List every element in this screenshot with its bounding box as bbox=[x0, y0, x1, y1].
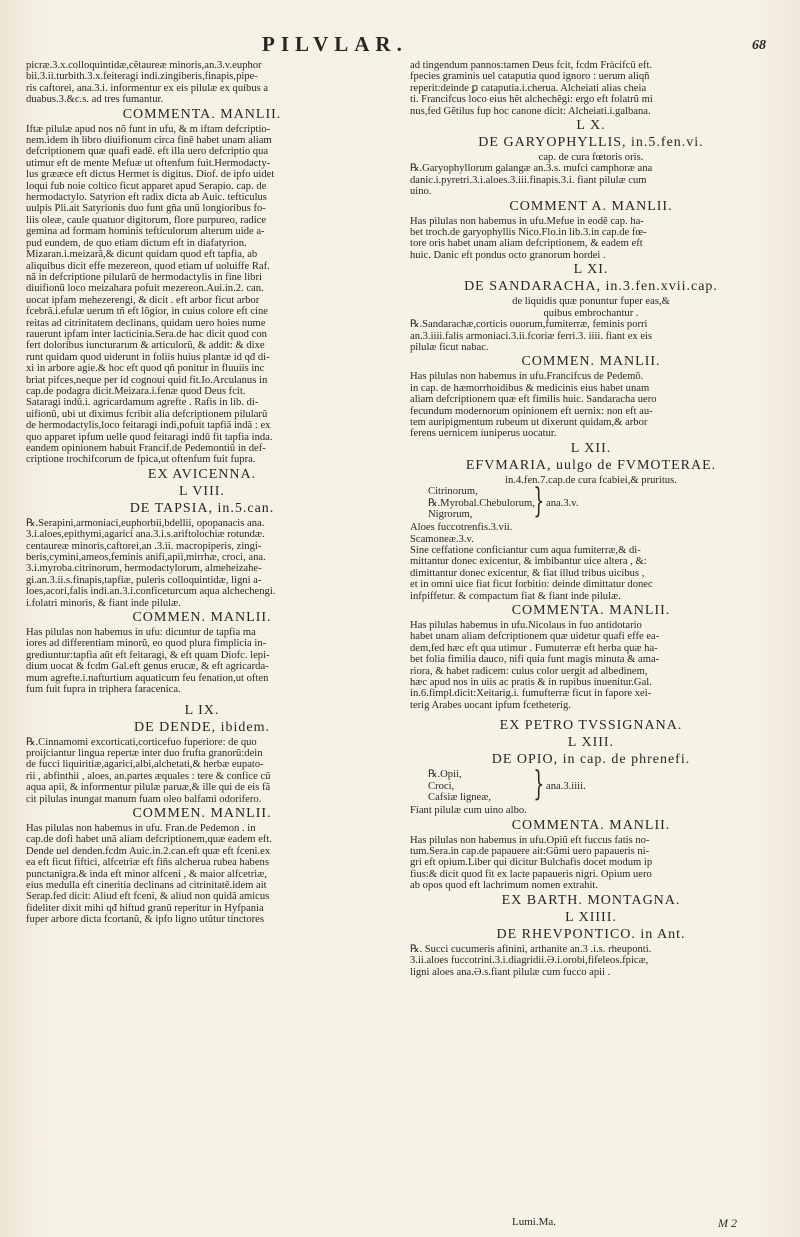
text-line: lus grææce eft dictus Hermet is digitus. Diof. de ipfo uidet bbox=[26, 169, 275, 181]
text-line: loes,acori,falis indi.an.3.i.conficeturcum aqua alchechengi. bbox=[26, 586, 276, 598]
text-line: dem,fed hæc eft qua utimur . Fumuterræ eft herba quæ ha- bbox=[410, 642, 658, 654]
text-line: fcebrã.i.efulæ uerum tñ eft lõgior, in cuius colore eft cine bbox=[26, 306, 268, 318]
text-line: gi.an.3.ii.s.finapis,tapfiæ, puleris colloquintidæ, ligni a- bbox=[26, 574, 262, 586]
text-line: punctanigra.& inda eft minor alfceni , & maior alfcetriæ, bbox=[26, 868, 267, 880]
text-line: Sataragi indũ.i. agricardamum agrefte . Rafis in lib. di- bbox=[26, 397, 259, 409]
text-line: ℞.Sandarachæ,corticis ouorum,fumiterræ, feminis porri bbox=[410, 319, 648, 331]
text-line: tore oris habet unam aliam defcriptionem, & eadem eft bbox=[410, 238, 643, 250]
text-line: eius medulla eft cineritia declinans ad citrinitatẽ.idem ait bbox=[26, 879, 267, 891]
text-line: rii , abfinthii , aloes, an.partes æquales : tere & confice cũ bbox=[26, 770, 271, 782]
section-heading: COMMEN. MANLII. bbox=[521, 354, 661, 370]
brace-items bbox=[428, 769, 491, 804]
section-heading: COMMENTA. MANLII. bbox=[122, 106, 282, 122]
text-line: cap.de dofi habet unã aliam defcriptionem,quæ eadem eft. bbox=[26, 834, 272, 846]
text-line: an.3.iiii.falis armoniaci.3.ii.fcoriæ ferri.3. iiii. fiant ex eis bbox=[410, 330, 653, 342]
text-line: ab opos quod eft lachrimum nomen extrahit. bbox=[410, 880, 598, 892]
section-subheading: de liquidis quæ ponuntur fuper eas,& bbox=[512, 296, 670, 308]
text-line: pilulæ ficut nabac. bbox=[410, 341, 489, 353]
text-line: briat pifces,neque per id cognoui quid fit.Io.Arculanus in bbox=[26, 374, 268, 386]
text-line: cap.de podagra dicit.Meizara.i.fenæ quod Deus fcit. bbox=[26, 385, 246, 397]
text-line: ℞. Succi cucumeris afinini, arthanite an.3 .i.s. rheuponti. bbox=[410, 943, 652, 955]
text-line: picræ.3.x.colloquintidæ,cẽtaureæ minoris,an.3.v.euphor bbox=[26, 60, 262, 71]
text-line: Has pilulas non habemus in ufu.Francifcus de Pedemõ. bbox=[410, 371, 644, 383]
text-line: Mizaran.i.meizarã,& dicunt quidam quod eft tapfia, ab bbox=[26, 249, 258, 261]
text-line: Aloes fuccotrenfis.3.vii. bbox=[410, 522, 513, 534]
text-line: beris,cymini,ameos,feminis anifi,apii,mirrhæ, croci, ana. bbox=[26, 552, 266, 564]
text-line: liis oleæ, caule quatuor digitorum, flore purpureo, radice bbox=[26, 214, 267, 226]
text-line: 3.ii.aloes fuccotrini.3.i.diagridii.Ə.i.orobi,fifeleos.fpicæ, bbox=[410, 955, 649, 967]
dose-label: ana.3.v. bbox=[546, 498, 579, 510]
section-heading: L XIIII. bbox=[565, 909, 617, 925]
left-column bbox=[26, 60, 378, 1210]
spacer bbox=[410, 711, 772, 717]
text-line: huic. Danic eft pondus octo granorum hordei . bbox=[410, 249, 606, 261]
text-line: hermodactylo. Satyrion eft radix dicta ab Auic. tefticulus bbox=[26, 192, 267, 204]
running-title: PILVLAR. bbox=[262, 32, 408, 56]
text-line: aliam defcriptionem quæ eft fimilis huic. Sandaracha uero bbox=[410, 394, 657, 406]
signature-mark: M 2 bbox=[718, 1216, 737, 1230]
text-line: tem auripigmentum rubeum ut dixerunt quidam,& arbor bbox=[410, 416, 648, 428]
text-line: ℞.Garyophyllorum galangæ an.3.s. mufci camphoræ ana bbox=[410, 163, 653, 175]
text-line: danic.i.pyretri.3.i.aloes.3.iii.finapis.3.i. fiant pilulæ cum bbox=[410, 174, 647, 186]
section-heading: DE OPIO, in cap. de phrenefi. bbox=[491, 752, 691, 768]
text-line: uifionũ, ubi ut diximus fcribit alia defcriptionem pilularũ bbox=[26, 408, 268, 420]
text-line: uulpis Pli.ait Satyrionis duo funt gña unũ longioribus fo- bbox=[26, 203, 266, 215]
text-line: ad tingendum pannos:tamen Deus fcit, fcdm Fràcifcũ eft. bbox=[410, 60, 653, 71]
recipe-brace-group bbox=[410, 481, 772, 522]
section-heading: L X. bbox=[576, 118, 606, 134]
text-line: centaureæ minoris,caftorei,an .3.ii. macropiperis, zingi- bbox=[26, 540, 262, 552]
text-line: ferens uernicem iuniperus uocatur. bbox=[410, 428, 557, 440]
ingredient-line: Nigrorum, bbox=[428, 509, 473, 521]
text-line: fert doloribus iuncturarum & articulorũ, & addit: & dixe bbox=[26, 340, 265, 352]
section-subheading: cap. de cura fœtoris oris. bbox=[538, 152, 644, 164]
text-line: nã in defcriptione pilularũ de hermodactylis in fine libri bbox=[26, 271, 262, 283]
text-line: grediuntur:tapfia aũt eft feitaragi, & eft quam Diofc. lepi- bbox=[26, 649, 270, 661]
text-line: xi in arbore agie.& hoc eft quod qñ ponitur in fluuiis inc bbox=[26, 363, 265, 375]
text-line: mittantur donec exicentur, & imbibantur uice altera , &: bbox=[410, 556, 647, 568]
text-line: nus,fed Gẽtilus fup hoc canone dicit: Alcheiati.i.galbana. bbox=[410, 105, 651, 117]
text-line: uino. bbox=[410, 186, 432, 198]
text-line: tum.Sera.in cap.de papauere ait:Gũmi uero papaueris ni- bbox=[410, 846, 650, 858]
text-line: duabus.3.&c.s. ad tres fumantur. bbox=[26, 94, 164, 106]
text-line: fideliter dixit mihi qđ hiftud granũ reperitur in Hyfpania bbox=[26, 902, 264, 914]
text-line: Has pilulas non habemus in ufu.Opiũ eft fuccus fatis no- bbox=[410, 834, 650, 846]
text-line: ti. Francifcus loco eius hẽt alchechẽgi: ergo eft folatrũ mi bbox=[410, 94, 653, 106]
text-line: de hermodactylis,loco feitaragi indi,pofuit tapfiã indã : ex bbox=[26, 420, 271, 432]
text-line: diuifionũ loco meizahara pofuit mezereon.Aui.in.2. can. bbox=[26, 283, 264, 295]
text-line: fpecies graminis uel cataputia quod ignoro : uerum aliqñ bbox=[410, 71, 650, 83]
text-line: fecundum modernorum opinionem eft uernix: non eft au- bbox=[410, 405, 653, 417]
section-heading: COMMEN. MANLII. bbox=[132, 805, 272, 821]
text-line: nem.idem ih libro diuifionum circa finẽ habet unam aliam bbox=[26, 135, 272, 147]
section-heading: COMMENTA. MANLII. bbox=[511, 817, 671, 833]
text-line: criptione trochifcorum de fpica,ut oftenfum fuit fupra. bbox=[26, 454, 256, 466]
section-heading: COMMENT A. MANLII. bbox=[509, 198, 673, 214]
text-line: mum agrefte.i.nafturtium aquaticum feu fenation,ut often bbox=[26, 672, 269, 684]
text-line: Has pilulas non habemus in ufu: dicuntur de tapfia ma bbox=[26, 627, 256, 639]
section-heading: DE RHEVPONTICO. in Ant. bbox=[496, 926, 686, 942]
text-line: uocat ipfam mehezerengi, & dicit . eft arbor ficut arbor bbox=[26, 294, 260, 306]
text-line: fuper arbore dicta fcortanũ, & ipfo ligno utũtur tinctores bbox=[26, 914, 264, 926]
text-line: Fiant pilulæ cum uino albo. bbox=[410, 805, 527, 817]
text-line: hæc apud nos in uiis ac pratis & in rupibus inuenitur.Gal. bbox=[410, 677, 652, 689]
section-heading: L XI. bbox=[573, 262, 609, 278]
section-heading: EX BARTH. MONTAGNA. bbox=[501, 892, 681, 908]
text-line: gri eft opium.Liber qui dicitur Bulchafis docet modum ip bbox=[410, 857, 653, 869]
text-line: in cap. de hæmorrhoidibus & medicinis eius habet unam bbox=[410, 382, 650, 394]
text-line: i.folatri minoris, & fiant inde pilulæ. bbox=[26, 597, 181, 609]
catchword-signature: Lumi.Ma. bbox=[512, 1216, 556, 1228]
section-heading: L XII. bbox=[570, 440, 612, 456]
section-subheading: quibus embrochantur . bbox=[543, 307, 639, 319]
text-line: terig Arabes uocant ipfum fcetheterig. bbox=[410, 699, 571, 711]
text-line: fum fuit fupra in triphera faracenica. bbox=[26, 684, 181, 696]
text-line: ℞.Cinnamomi excorticati,corticefuo fuperiore: de quo bbox=[26, 736, 257, 748]
text-line: bet troch.de garyophyllis Nico.Flo.in lib.3.in cap.de fœ- bbox=[410, 227, 647, 239]
brace-glyph: } bbox=[533, 481, 545, 522]
text-line: bii.3.ii.turbith.3.x.feiteragi indi.zingiberis,finapis,pipe- bbox=[26, 71, 258, 83]
spacer bbox=[26, 696, 378, 702]
text-line: iores ad differentiam minorũ, eo quod plura fimplicia in- bbox=[26, 638, 267, 650]
text-line: ea eft ficut fiftici, alfcetriæ eft fiñs alcherua rubea habens bbox=[26, 857, 269, 869]
section-heading: L IX. bbox=[184, 702, 220, 718]
text-line: Sine ceffatione conficiantur cum aqua fumiterræ,& di- bbox=[410, 544, 641, 556]
brace-items bbox=[428, 486, 535, 521]
text-line: dimittantur donec exicentur, & fiat illud tribus uicibus , bbox=[410, 567, 645, 579]
text-line: reitas ad citrinitatem declinans, quidam uero hoies nume bbox=[26, 317, 266, 329]
section-heading: L XIII. bbox=[567, 735, 615, 751]
text-line: et in omni uice fiat ficut forbitio: deinde dimittatur donec bbox=[410, 579, 653, 591]
page-number: 68 bbox=[752, 38, 766, 53]
text-line: Has pilulas non habemus in ufu.Mefue in eodẽ cap. ha- bbox=[410, 215, 644, 227]
text-line: runt quidam quod uiderunt in foliis huius plantæ id qđ di- bbox=[26, 351, 270, 363]
text-line: gemina ad formam hominis tefticulorum alterum uide a- bbox=[26, 226, 265, 238]
section-subheading: in.4.fen.7.cap.de cura fcabiei,& pruritus. bbox=[505, 474, 677, 486]
ingredient-line: ℞.Opii, bbox=[428, 769, 462, 781]
text-line: infpiffetur. & compactum fiat & fiant inde pilulæ. bbox=[410, 590, 621, 602]
text-line: Has pilulas habemus in ufu.Nicolaus in fuo antidotario bbox=[410, 620, 642, 631]
text-line: pud eundem, de quo etiam dictum eft in diafatyrion. bbox=[26, 237, 247, 249]
ingredient-line: Cafsiæ ligneæ, bbox=[428, 792, 491, 804]
section-heading: DE SANDARACHA, in.3.fen.xvii.cap. bbox=[464, 279, 718, 295]
section-heading: DE DENDE, ibidem. bbox=[134, 719, 270, 735]
text-line: cit pilulas inungat manum fuam oleo balfami odorifero. bbox=[26, 793, 262, 805]
text-line: fius:& dicit quod fit ex lacte papaueris nigri. Opium uero bbox=[410, 868, 652, 880]
text-line: Has pilulas non habemus in ufu. Fran.de Pedemon . in bbox=[26, 822, 256, 834]
section-heading: EX PETRO TVSSIGNANA. bbox=[499, 718, 683, 734]
section-heading: COMMEN. MANLII. bbox=[132, 610, 272, 626]
text-line: Scamoneæ.3.v. bbox=[410, 533, 474, 545]
text-line: de fucci liquiritiæ,agarici,albi,alchetati,& herbæ eupato- bbox=[26, 759, 264, 771]
text-line: Dende uel denden.fcdm Auic.in.2.can.eft quæ eft fceni.ex bbox=[26, 845, 271, 857]
text-line: Serap.fed dicit: Aliud eft fceni, & aliud non quidã amicus bbox=[26, 891, 270, 903]
text-line: defcriptionem quæ quafi eadẽ. eft illa uero defcriptio qua bbox=[26, 146, 269, 158]
text-line: loqui fub noie coltico ficut apparet apud Serapio. cap. de bbox=[26, 180, 267, 192]
section-heading: DE TAPSIA, in.5.can. bbox=[129, 500, 275, 516]
text-line: reperit:deinde ꝑ cataputia.i.cherua. Alcheiati alias cheia bbox=[410, 82, 647, 94]
text-line: eandem opinionem habuit Francif.de Pedemontiũ in def- bbox=[26, 443, 266, 454]
text-line: proijciantur lingua repertæ inter duo frufta granorũ:dein bbox=[26, 747, 263, 759]
text-line: in.6.fimpl.dicit:Xeitarig.i. fumufterræ ficut in fapore xei- bbox=[410, 688, 652, 700]
section-heading: EFVMARIA, uulgo de FVMOTERAE. bbox=[465, 457, 717, 473]
text-line: quo apparet ipfum uelle quod feitaragi indũ fit tapfia inda. bbox=[26, 431, 273, 443]
text-line: ris caftorei, ana.3.i. informentur ex eis pilulæ ex quibus a bbox=[26, 82, 269, 94]
text-line: 3.i.myroba.citrinorum, hermodactylorum, almeheizahe- bbox=[26, 563, 262, 575]
text-line: bet folia fimilia dauco, nifi quia funt magis minuta & ama- bbox=[410, 654, 660, 666]
text-line: ligni aloes ana.Ə.s.fiant pilulæ cum fucco apii . bbox=[410, 966, 611, 978]
section-heading: L VIII. bbox=[179, 483, 225, 499]
text-line: habet unam aliam defcriptionem quæ uidetur quafi effe ea- bbox=[410, 631, 660, 643]
text-line: Iftæ pilulæ apud nos nõ funt in ufu, & m iftam defcriptio- bbox=[26, 123, 271, 135]
ingredient-line: Croci, bbox=[428, 780, 455, 792]
text-line: 3.i.aloes,epithymi,agarici ana.3.i.s.ariftolochiæ rotundæ. bbox=[26, 529, 265, 541]
ingredient-line: Citrinorum, bbox=[428, 486, 478, 498]
section-heading: DE GARYOPHYLLIS, in.5.fen.vi. bbox=[478, 135, 704, 151]
text-line: rauerunt ipfam inter lacticinia.Sera.de hac dicit quod con bbox=[26, 328, 267, 340]
section-heading: EX AVICENNA. bbox=[147, 466, 257, 482]
right-column bbox=[410, 60, 772, 1210]
text-line: aqua apii, & informentur pilulæ paruæ,& ille qui de eis fã bbox=[26, 782, 271, 794]
text-line: riora, & habet radicem: cuius color uergit ad albedinem, bbox=[410, 665, 648, 677]
recipe-brace-group bbox=[410, 764, 772, 805]
text-line: ℞.Serapini,armoniaci,euphorbii,bdellii, opopanacis ana. bbox=[26, 517, 265, 529]
text-line: dium uocat & fcdm Gal.eft genus erucæ, & eft agricarda- bbox=[26, 661, 269, 673]
dose-label: ana.3.iiii. bbox=[546, 781, 586, 793]
running-head bbox=[0, 28, 800, 58]
text-line: aliquibus dicit effe mezereon, quod etiam uf uoluiffe Raf. bbox=[26, 260, 270, 272]
ingredient-line: ℞.Myrobal.Chebulorum, bbox=[428, 497, 535, 509]
text-line: utimur eft de mente Mefuæ ut oftenfum fuit.Hermodacty- bbox=[26, 157, 271, 169]
brace-glyph: } bbox=[533, 764, 545, 805]
section-heading: COMMENTA. MANLII. bbox=[511, 603, 671, 618]
